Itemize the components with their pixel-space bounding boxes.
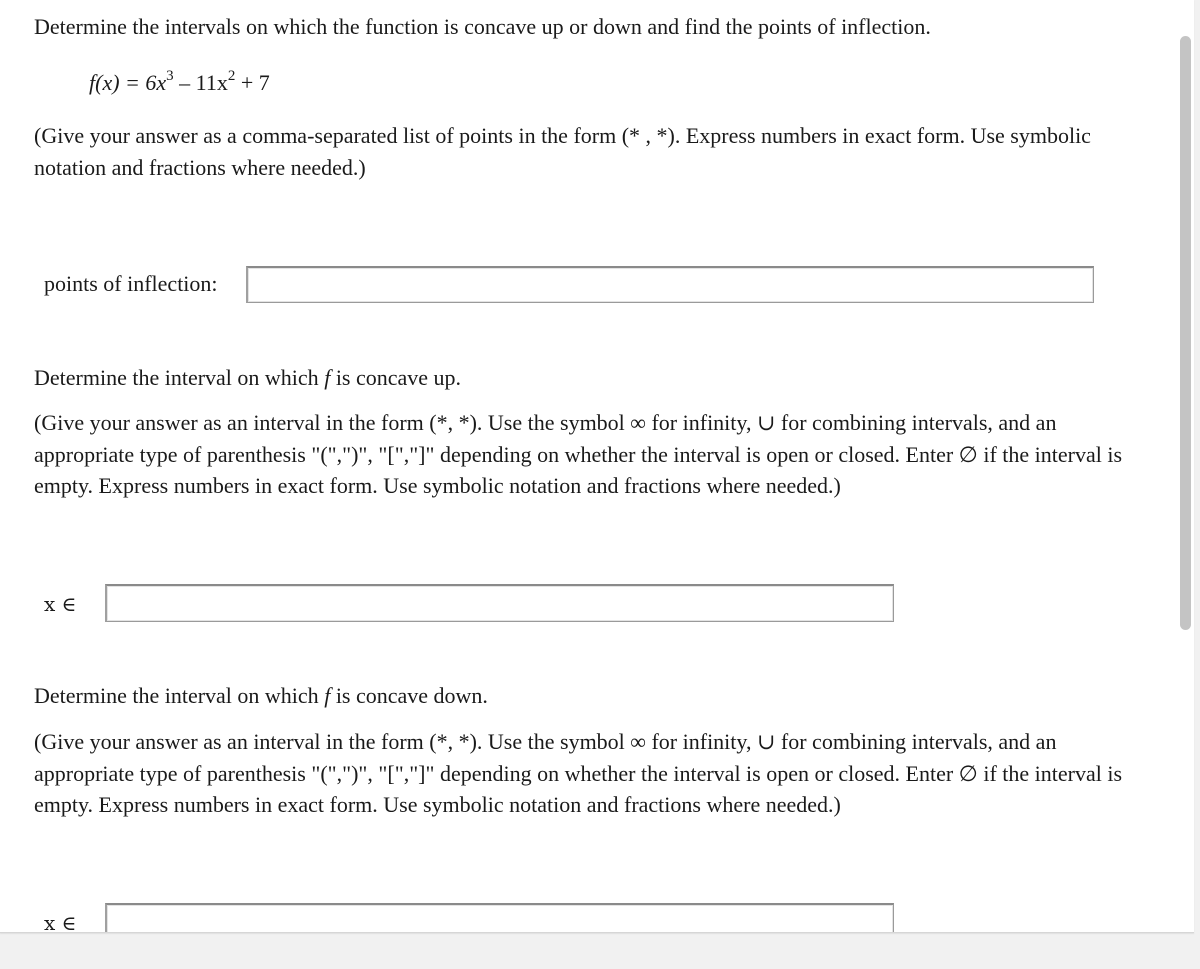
vertical-scrollbar-thumb[interactable] [1180,36,1191,630]
concave-up-prompt [34,362,461,393]
concave-up-prompt-end: is concave up. [330,365,462,390]
points-instructions: (Give your answer as a comma-separated list of points in the form (* , *). Express numbers in exact form. Use symbolic notation and fractions where needed.) [34,123,1091,180]
concave-down-function-symbol: f [324,683,331,708]
inflection-points-input[interactable] [246,266,1094,303]
inflection-label: points of inflection: [44,271,218,296]
concave-down-prompt-end: is concave down. [330,683,488,708]
question-intro: Determine the intervals on which the function is concave up or down and find the points of inflection. [34,14,931,39]
concave-down-x-in-label: x ∈ [44,911,77,933]
concave-up-function-symbol: f [324,365,331,390]
function-middle-term: – 11x [173,70,228,95]
function-exponent-3: 3 [166,67,174,84]
concave-down-instructions: (Give your answer as an interval in the form (*, *). Use the symbol ∞ for infinity, ∪ for combining intervals, and an appropriate type of parenthesis "(",")", "[","]" depending on whether the interval is open or closed. Enter ∅ if the interval is empty. Express numbers in exact form. Use symbolic notation and fractions where needed.) [34,729,1123,817]
concave-down-interval-input[interactable] [105,903,894,933]
function-constant-term: + 7 [235,70,270,95]
concave-down-prompt-start: Determine the interval on which [34,683,325,708]
concave-up-instructions: (Give your answer as an interval in the form (*, *). Use the symbol ∞ for infinity, ∪ for combining intervals, and an appropriate type of parenthesis "(",")", "[","]" depending on whether the interval is open or closed. Enter ∅ if the interval is empty. Express numbers in exact form. Use symbolic notation and fractions where needed.) [34,410,1123,498]
concave-up-x-in-label: x ∈ [44,592,77,616]
concave-up-interval-input[interactable] [105,584,894,622]
function-lhs: f(x) = 6x [89,70,167,95]
function-definition [89,67,270,98]
concave-up-prompt-start: Determine the interval on which [34,365,325,390]
function-exponent-2: 2 [227,67,236,84]
concave-down-prompt [34,680,488,711]
